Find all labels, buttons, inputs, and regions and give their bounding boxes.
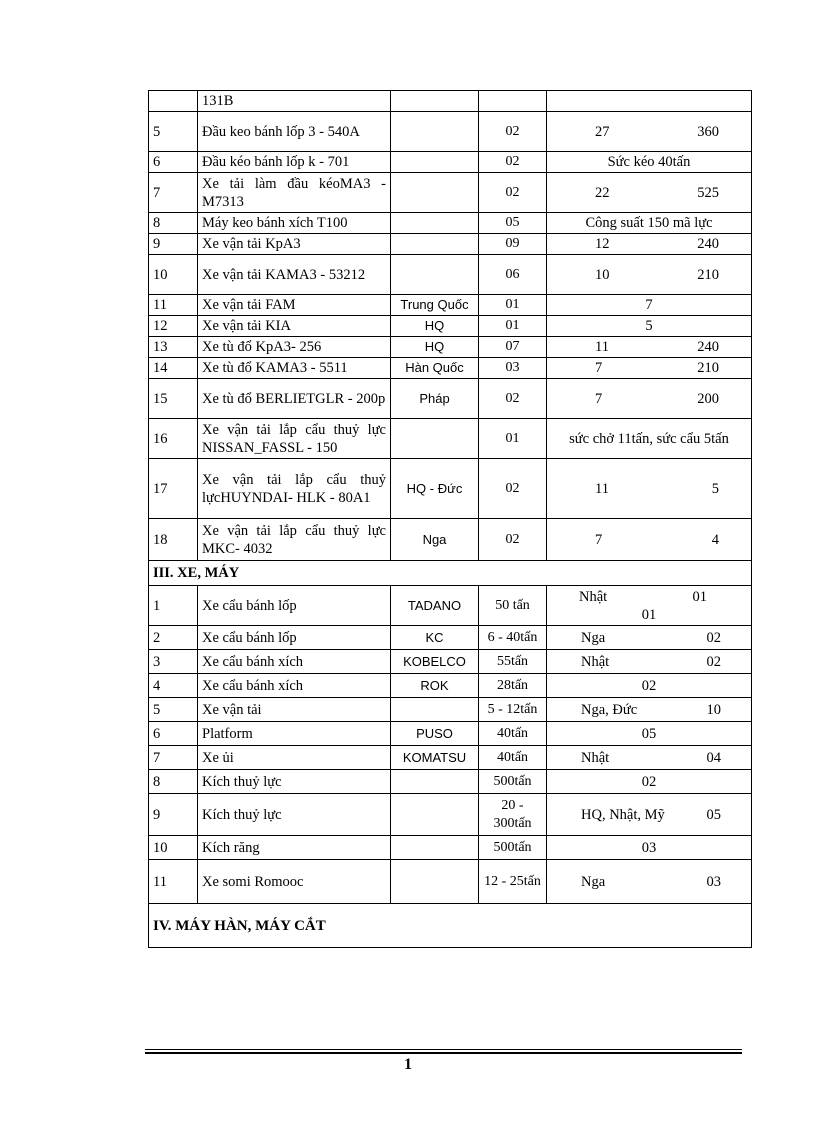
equipment-quantity: 500tấn [479, 770, 547, 794]
spec-value-a: 22 [595, 184, 610, 201]
spec-pair [551, 480, 747, 498]
table-row [149, 419, 752, 459]
spec-value-a: 27 [595, 123, 610, 140]
row-number [149, 91, 198, 112]
table-row [149, 650, 752, 674]
row-number: 11 [149, 295, 198, 316]
equipment-origin [391, 770, 479, 794]
row-number: 2 [149, 626, 198, 650]
equipment-name: Xe somi Romooc [198, 860, 391, 904]
equipment-origin [391, 213, 479, 234]
equipment-name: Xe vận tải lắp cẩu thuỷ lực MKC- 4032 [198, 519, 391, 561]
table-row [149, 295, 752, 316]
equipment-name: Xe ủi [198, 746, 391, 770]
spec-value-b: 05 [706, 806, 721, 823]
equipment-quantity: 50 tấn [479, 586, 547, 626]
equipment-table [148, 90, 752, 948]
section-row-4-body [149, 904, 752, 948]
spec-value-b: 10 [706, 701, 721, 718]
equipment-quantity: 06 [479, 255, 547, 295]
equipment-name: Xe vận tải lắp cẩu thuỷ lựcHUYNDAI- HLK - 80A1 [198, 459, 391, 519]
equipment-spec [547, 626, 752, 650]
equipment-quantity: 02 [479, 173, 547, 213]
equipment-origin: KC [391, 626, 479, 650]
spec-text: 02 [641, 773, 657, 790]
equipment-quantity: 09 [479, 234, 547, 255]
equipment-table-body-b [149, 586, 752, 904]
spec-pair [551, 873, 747, 891]
row-number: 10 [149, 836, 198, 860]
equipment-quantity: 5 - 12tấn [479, 698, 547, 722]
table-row [149, 459, 752, 519]
equipment-spec [547, 419, 752, 459]
equipment-origin [391, 112, 479, 152]
row-number: 7 [149, 746, 198, 770]
table-row [149, 860, 752, 904]
row-number: 7 [149, 173, 198, 213]
spec-pair [551, 235, 747, 253]
table-row [149, 234, 752, 255]
equipment-origin [391, 173, 479, 213]
table-row [149, 698, 752, 722]
equipment-quantity [479, 91, 547, 112]
equipment-origin: PUSO [391, 722, 479, 746]
spec-stack-top [551, 588, 747, 606]
equipment-origin [391, 152, 479, 173]
spec-text: 7 [645, 297, 653, 313]
equipment-spec [547, 213, 752, 234]
equipment-origin [391, 234, 479, 255]
equipment-quantity: 6 - 40tấn [479, 626, 547, 650]
spec-value-a: Nhật [581, 749, 610, 766]
spec-text: 5 [645, 318, 653, 334]
table-row [149, 173, 752, 213]
equipment-origin [391, 794, 479, 836]
equipment-spec [547, 586, 752, 626]
equipment-spec [547, 746, 752, 770]
equipment-origin: HQ - Đức [391, 459, 479, 519]
row-number: 9 [149, 794, 198, 836]
equipment-origin [391, 860, 479, 904]
equipment-spec [547, 316, 752, 337]
table-row [149, 746, 752, 770]
equipment-name: Xe vận tải lắp cẩu thuỷ lực NISSAN_FASSL - 150 [198, 419, 391, 459]
row-number: 16 [149, 419, 198, 459]
table-row [149, 213, 752, 234]
row-number: 13 [149, 337, 198, 358]
spec-value-b: 03 [706, 873, 721, 890]
equipment-spec [547, 234, 752, 255]
table-row [149, 255, 752, 295]
equipment-origin: TADANO [391, 586, 479, 626]
row-number: 14 [149, 358, 198, 379]
table-row [149, 586, 752, 626]
equipment-name: Xe tù đổ KAMA3 - 5511 [198, 358, 391, 379]
table-row [149, 316, 752, 337]
equipment-name: Đầu keo bánh lốp 3 - 540A [198, 112, 391, 152]
row-number: 5 [149, 112, 198, 152]
table-row [149, 674, 752, 698]
equipment-origin [391, 698, 479, 722]
spec-value-a: 11 [595, 339, 609, 355]
equipment-name: Xe cẩu bánh lốp [198, 586, 391, 626]
equipment-name: Xe cẩu bánh xích [198, 674, 391, 698]
spec-pair [551, 390, 747, 408]
table-row [149, 91, 752, 112]
equipment-name: Platform [198, 722, 391, 746]
equipment-quantity: 07 [479, 337, 547, 358]
spec-text: Công suất 150 mã lực [585, 215, 713, 231]
spec-value-c: 01 [641, 606, 657, 623]
spec-value-a: 7 [595, 531, 603, 548]
table-row [149, 836, 752, 860]
equipment-table-body-a [149, 91, 752, 561]
footer-rule-thick [145, 1052, 742, 1054]
section-title-xe-may: III. XE, MÁY [149, 561, 752, 586]
equipment-spec [547, 836, 752, 860]
equipment-quantity: 02 [479, 459, 547, 519]
spec-text: 02 [641, 677, 657, 694]
equipment-spec [547, 91, 752, 112]
equipment-origin: Trung Quốc [391, 295, 479, 316]
equipment-spec [547, 459, 752, 519]
equipment-name: Kích răng [198, 836, 391, 860]
equipment-name: Xe tù đổ KpA3- 256 [198, 337, 391, 358]
row-number: 1 [149, 586, 198, 626]
spec-value-a: Nga, Đức [581, 701, 638, 718]
equipment-name: Xe tải làm đầu kéoMA3 - M7313 [198, 173, 391, 213]
table-row [149, 112, 752, 152]
table-row [149, 358, 752, 379]
spec-value-b: 01 [692, 588, 707, 605]
table-row [149, 794, 752, 836]
spec-value-a: 10 [595, 266, 610, 283]
row-number: 5 [149, 698, 198, 722]
row-number: 9 [149, 234, 198, 255]
spec-value-b: 04 [706, 749, 721, 766]
spec-value-b: 525 [697, 184, 719, 201]
spec-pair [551, 359, 747, 377]
spec-value-b: 5 [711, 480, 719, 497]
footer-rule [145, 1049, 742, 1050]
spec-value-b: 240 [697, 339, 719, 355]
row-number: 10 [149, 255, 198, 295]
equipment-quantity: 01 [479, 316, 547, 337]
equipment-name: Xe vận tải FAM [198, 295, 391, 316]
equipment-quantity: 40tấn [479, 722, 547, 746]
equipment-spec [547, 860, 752, 904]
spec-pair [551, 123, 747, 141]
spec-value-b: 210 [697, 360, 719, 376]
spec-text: 05 [641, 725, 657, 742]
equipment-spec [547, 173, 752, 213]
spec-value-b: 02 [706, 629, 721, 646]
equipment-origin: Hàn Quốc [391, 358, 479, 379]
row-number: 15 [149, 379, 198, 419]
section-title-may-han: IV. MÁY HÀN, MÁY CẮT [149, 904, 752, 948]
equipment-quantity: 40tấn [479, 746, 547, 770]
row-number: 3 [149, 650, 198, 674]
spec-value-a: Nga [581, 629, 606, 646]
spec-value-a: HQ, Nhật, Mỹ [581, 806, 665, 823]
equipment-origin: KOMATSU [391, 746, 479, 770]
equipment-spec [547, 152, 752, 173]
row-number: 17 [149, 459, 198, 519]
equipment-name: Xe vận tải KIA [198, 316, 391, 337]
row-number: 8 [149, 213, 198, 234]
spec-pair [551, 338, 747, 356]
equipment-spec [547, 337, 752, 358]
equipment-origin: ROK [391, 674, 479, 698]
table-row [149, 152, 752, 173]
equipment-spec [547, 698, 752, 722]
equipment-quantity: 05 [479, 213, 547, 234]
equipment-origin: Pháp [391, 379, 479, 419]
section-row [149, 561, 752, 586]
spec-pair [551, 806, 747, 824]
table-row [149, 722, 752, 746]
equipment-quantity: 01 [479, 295, 547, 316]
table-row [149, 626, 752, 650]
equipment-name: Xe tù đổ BERLIETGLR - 200p [198, 379, 391, 419]
equipment-origin: HQ [391, 316, 479, 337]
equipment-quantity: 01 [479, 419, 547, 459]
equipment-quantity: 02 [479, 112, 547, 152]
spec-value-b: 02 [706, 653, 721, 670]
row-number: 6 [149, 152, 198, 173]
spec-text: 03 [641, 839, 657, 856]
equipment-spec [547, 112, 752, 152]
row-number: 12 [149, 316, 198, 337]
equipment-spec [547, 650, 752, 674]
equipment-spec [547, 379, 752, 419]
equipment-quantity: 03 [479, 358, 547, 379]
spec-value-a: Nhật [581, 653, 610, 670]
equipment-name: Đầu kéo bánh lốp k - 701 [198, 152, 391, 173]
spec-text: Sức kéo 40tấn [607, 154, 691, 170]
row-number: 18 [149, 519, 198, 561]
spec-pair [551, 749, 747, 767]
row-number: 8 [149, 770, 198, 794]
spec-value-a: 11 [595, 480, 609, 497]
equipment-name: Xe cẩu bánh xích [198, 650, 391, 674]
equipment-origin [391, 836, 479, 860]
spec-value-a: Nhật [579, 588, 608, 605]
spec-pair [551, 701, 747, 719]
equipment-origin: Nga [391, 519, 479, 561]
equipment-quantity: 55tấn [479, 650, 547, 674]
spec-pair [551, 266, 747, 284]
equipment-name: Kích thuỷ lực [198, 770, 391, 794]
section-row [149, 904, 752, 948]
equipment-quantity: 02 [479, 519, 547, 561]
spec-value-a: 7 [595, 390, 603, 407]
spec-text: sức chở 11tấn, sức cẩu 5tấn [569, 430, 729, 447]
spec-pair [551, 653, 747, 671]
table-row [149, 337, 752, 358]
spec-value-b: 210 [697, 266, 719, 283]
equipment-quantity: 28tấn [479, 674, 547, 698]
equipment-name: Xe vận tải [198, 698, 391, 722]
spec-value-b: 200 [697, 390, 719, 407]
equipment-spec [547, 794, 752, 836]
equipment-quantity: 02 [479, 152, 547, 173]
table-row [149, 770, 752, 794]
page-number: 1 [404, 1056, 412, 1073]
spec-value-a: 12 [595, 236, 610, 252]
equipment-quantity: 500tấn [479, 836, 547, 860]
equipment-spec [547, 674, 752, 698]
equipment-spec [547, 295, 752, 316]
spec-value-b: 360 [697, 123, 719, 140]
spec-stack [551, 588, 747, 624]
spec-value-b: 240 [697, 236, 719, 252]
equipment-origin [391, 419, 479, 459]
equipment-origin [391, 91, 479, 112]
equipment-name: Máy keo bánh xích T100 [198, 213, 391, 234]
equipment-origin: HQ [391, 337, 479, 358]
equipment-name: Xe vận tải KpA3 [198, 234, 391, 255]
equipment-spec [547, 722, 752, 746]
spec-pair [551, 531, 747, 549]
row-number: 11 [149, 860, 198, 904]
equipment-spec [547, 770, 752, 794]
spec-pair [551, 629, 747, 647]
row-number: 6 [149, 722, 198, 746]
section-row-3-body [149, 561, 752, 586]
equipment-origin: KOBELCO [391, 650, 479, 674]
equipment-spec [547, 358, 752, 379]
table-row [149, 379, 752, 419]
spec-value-a: Nga [581, 873, 606, 890]
spec-value-b: 4 [711, 531, 719, 548]
equipment-origin [391, 255, 479, 295]
equipment-quantity: 20 - 300tấn [479, 794, 547, 836]
table-row [149, 519, 752, 561]
equipment-spec [547, 519, 752, 561]
equipment-quantity: 02 [479, 379, 547, 419]
spec-pair [551, 184, 747, 202]
equipment-name: Kích thuỷ lực [198, 794, 391, 836]
spec-value-a: 7 [595, 360, 603, 376]
equipment-spec [547, 255, 752, 295]
row-number: 4 [149, 674, 198, 698]
equipment-quantity: 12 - 25tấn [479, 860, 547, 904]
equipment-name: Xe vận tải KAMA3 - 53212 [198, 255, 391, 295]
equipment-name: 131B [198, 91, 391, 112]
equipment-name: Xe cẩu bánh lốp [198, 626, 391, 650]
